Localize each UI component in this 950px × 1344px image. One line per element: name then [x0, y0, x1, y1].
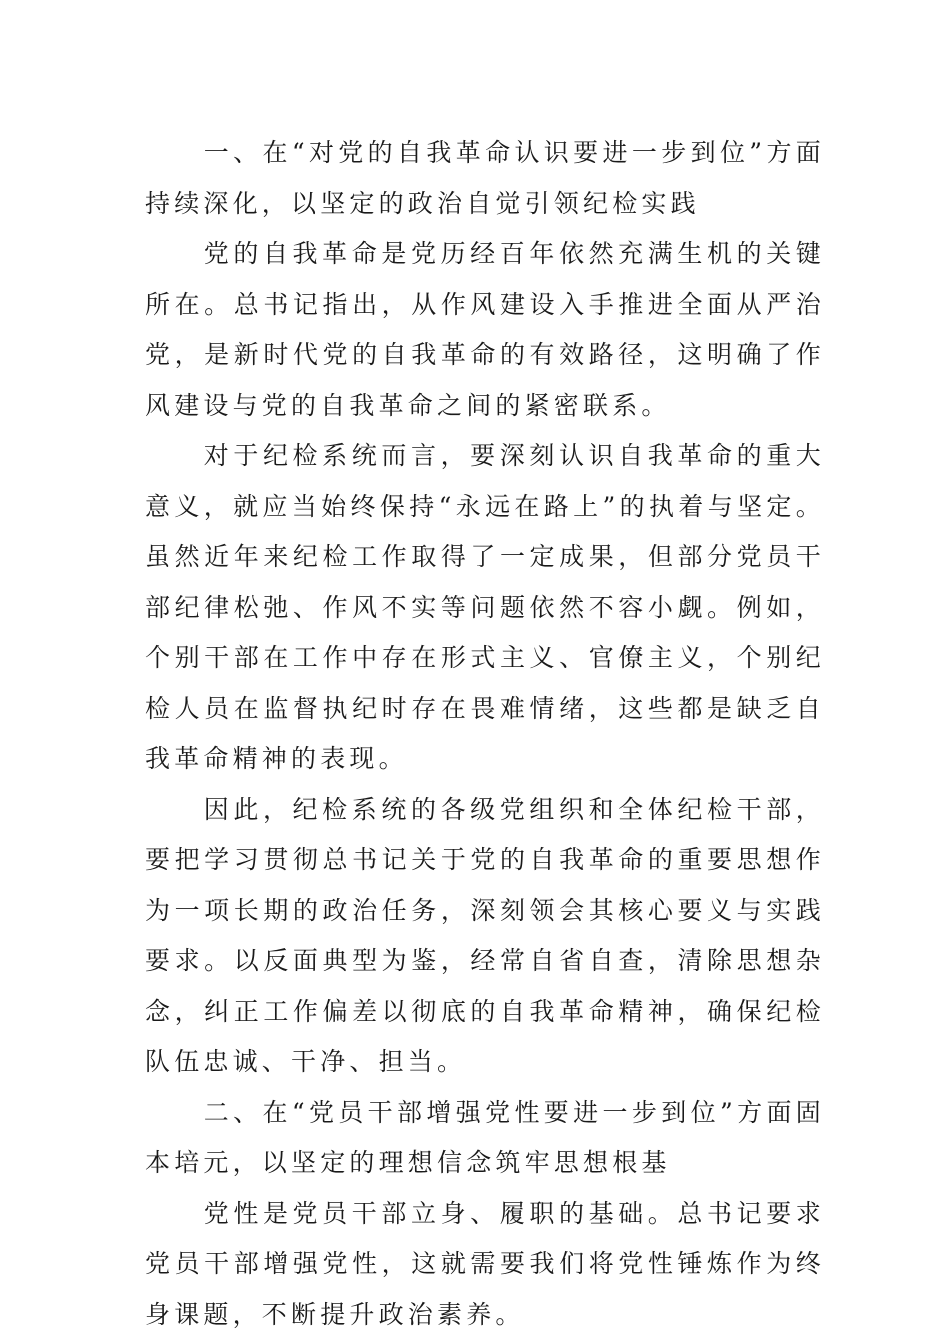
body-paragraph-3: 因此，纪检系统的各级党组织和全体纪检干部，要把学习贯彻总书记关于党的自我革命的重要思想作为一项长期的政治任务，深刻领会其核心要义与实践要求。以反面典型为鉴，经常自省自查，清除思想杂念，纠正工作偏差以彻底的自我革命精神，确保纪检队伍忠诚、干净、担当。: [145, 794, 825, 1076]
body-paragraph-4: 党性是党员干部立身、履职的基础。总书记要求党员干部增强党性，这就需要我们将党性锤炼作为终身课题，不断提升政治素养。: [145, 1198, 825, 1329]
section-heading-2: 二、在“党员干部增强党性要进一步到位”方面固本培元，以坚定的理想信念筑牢思想根基: [145, 1097, 825, 1177]
body-paragraph-1: 党的自我革命是党历经百年依然充满生机的关键所在。总书记指出，从作风建设入手推进全面从严治党，是新时代党的自我革命的有效路径，这明确了作风建设与党的自我革命之间的紧密联系。: [145, 239, 825, 420]
section-heading-1: 一、在“对党的自我革命认识要进一步到位”方面持续深化，以坚定的政治自觉引领纪检实践: [145, 138, 825, 218]
body-paragraph-2: 对于纪检系统而言，要深刻认识自我革命的重大意义，就应当始终保持“永远在路上”的执着与坚定。虽然近年来纪检工作取得了一定成果，但部分党员干部纪律松弛、作风不实等问题依然不容小觑。例如，个别干部在工作中存在形式主义、官僚主义，个别纪检人员在监督执纪时存在畏难情绪，这些都是缺乏自我革命精神的表现。: [145, 441, 825, 773]
document-body: [145, 128, 825, 1340]
